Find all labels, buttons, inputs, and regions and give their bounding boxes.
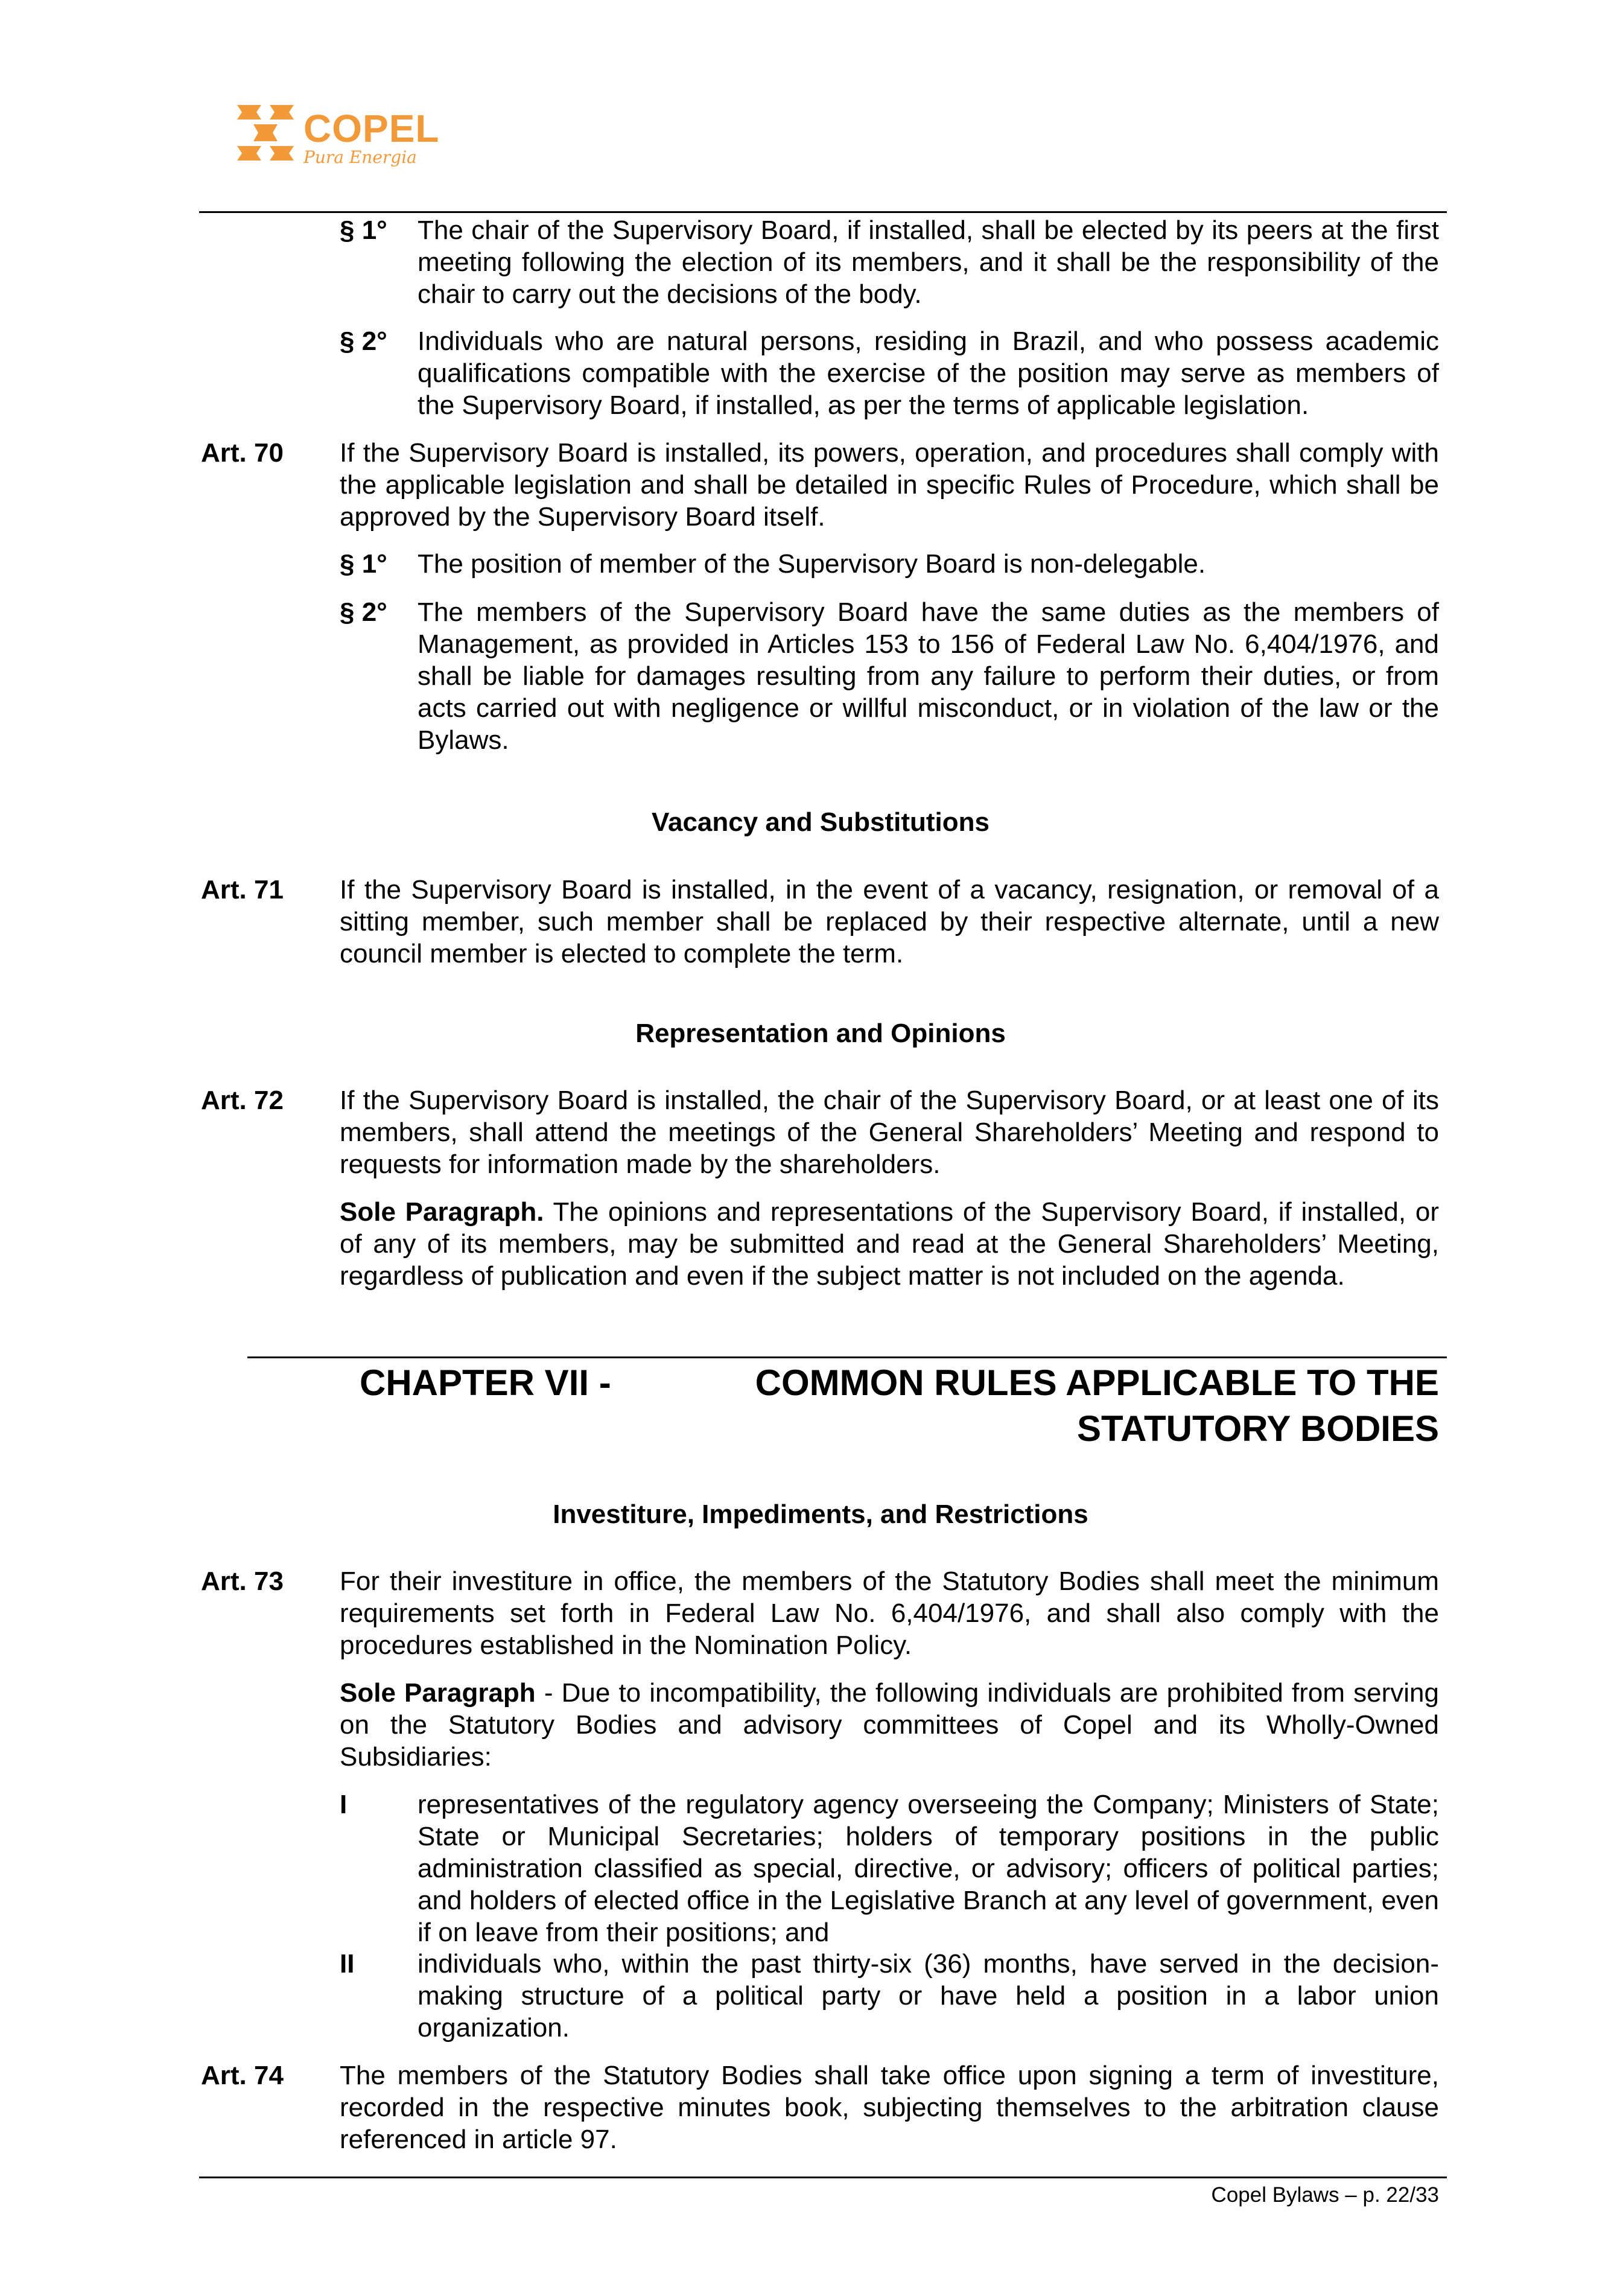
section-heading-investiture: Investiture, Impediments, and Restrictions: [553, 1499, 1088, 1529]
header-rule: [199, 211, 1447, 213]
item-1-text: representatives of the regulatory agency overseeing the Company; Ministers of State; State or Municipal Secretaries; holders of temporary positions in the public administration classified as special, directive, or advisory; officers of political parties; and holders of elected office in the Legislative Branch at any level of government, even if on leave from their positions; and: [418, 1790, 1439, 1947]
section-heading-representation: Representation and Opinions: [635, 1019, 1006, 1048]
article-72-text: If the Supervisory Board is installed, the chair of the Supervisory Board, or at least one of its members, shall attend the meetings of the General Shareholders’ Meeting and respond to requests for information made by the shareholders.: [340, 1086, 1439, 1179]
article-72-sole-paragraph-label: Sole Paragraph.: [340, 1197, 544, 1227]
logo-tagline: Pura Energia: [303, 147, 417, 167]
article-70-paragraph-1-label: § 1°: [340, 549, 387, 579]
article-73-text: For their investiture in office, the members of the Statutory Bodies shall meet the minimum requirements set forth in Federal Law No. 6,404/1976, and shall also comply with the procedures established in the Nomination Policy.: [340, 1566, 1439, 1660]
logo-brand: COPEL: [303, 107, 440, 150]
item-2-label: II: [340, 1949, 355, 1979]
footer-rule: [199, 2177, 1447, 2178]
article-71-label: Art. 71: [201, 875, 284, 905]
copel-star-icon: [232, 103, 299, 163]
article-72-sole-paragraph: [340, 1196, 1439, 1292]
article-70-text: If the Supervisory Board is installed, its powers, operation, and procedures shall comply with the applicable legislation and shall be detailed in specific Rules of Procedure, which shall be approved by the Supervisory Board itself.: [340, 438, 1439, 532]
article-73-sole-paragraph: [340, 1677, 1439, 1773]
chapter-rule: [247, 1356, 1447, 1358]
article-72-label: Art. 72: [201, 1086, 284, 1115]
article-70-paragraph-1-text: The position of member of the Supervisory Board is non-delegable.: [418, 549, 1206, 579]
article-70-label: Art. 70: [201, 438, 284, 468]
item-2-text: individuals who, within the past thirty-six (36) months, have served in the decision-making structure of a political party or have held a position in a labor union organization.: [418, 1949, 1439, 2043]
paragraph-1-text: The chair of the Supervisory Board, if installed, shall be elected by its peers at the first meeting following the election of its members, and it shall be the responsibility of the chair to carry out the decisions of the body.: [418, 215, 1439, 309]
article-74-text: The members of the Statutory Bodies shall take office upon signing a term of investiture, recorded in the respective minutes book, subjecting themselves to the arbitration clause referenced in article 97.: [340, 2061, 1439, 2154]
paragraph-2-text: Individuals who are natural persons, residing in Brazil, and who possess academic qualifications compatible with the exercise of the position may serve as members of the Supervisory Board, if installed, as per the terms of applicable legislation.: [418, 326, 1439, 420]
chapter-title-line-1: COMMON RULES APPLICABLE TO THE: [755, 1363, 1439, 1403]
article-71-text: If the Supervisory Board is installed, in the event of a vacancy, resignation, or removal of a sitting member, such member shall be replaced by their respective alternate, until a new council member is elected to complete the term.: [340, 875, 1439, 968]
paragraph-1-label: § 1°: [340, 215, 387, 245]
chapter-title-line-2: STATUTORY BODIES: [1076, 1408, 1439, 1449]
chapter-number: CHAPTER VII -: [360, 1363, 611, 1403]
item-1-label: I: [340, 1790, 348, 1819]
section-heading-vacancy: Vacancy and Substitutions: [652, 807, 989, 837]
copel-logo: [232, 103, 440, 175]
paragraph-2-label: § 2°: [340, 326, 387, 356]
page-footer: Copel Bylaws – p. 22/33: [1211, 2183, 1439, 2207]
article-73-sole-paragraph-text: - Due to incompatibility, the following individuals are prohibited from serving on the Statutory Bodies and advisory committees of Copel and its Wholly-Owned Subsidiaries:: [340, 1678, 1439, 1772]
article-72-sole-paragraph-text: The opinions and representations of the Supervisory Board, if installed, or of any of its members, may be submitted and read at the General Shareholders’ Meeting, regardless of publication and even if the subject matter is not included on the agenda.: [340, 1197, 1439, 1291]
article-70-paragraph-2-text: The members of the Supervisory Board have the same duties as the members of Management, as provided in Articles 153 to 156 of Federal Law No. 6,404/1976, and shall be liable for damages resulting from any failure to perform their duties, or from acts carried out with negligence or willful misconduct, or in violation of the law or the Bylaws.: [418, 597, 1439, 755]
article-73-label: Art. 73: [201, 1566, 284, 1596]
article-74-label: Art. 74: [201, 2061, 284, 2090]
article-70-paragraph-2-label: § 2°: [340, 597, 387, 627]
article-73-sole-paragraph-label: Sole Paragraph: [340, 1678, 536, 1708]
